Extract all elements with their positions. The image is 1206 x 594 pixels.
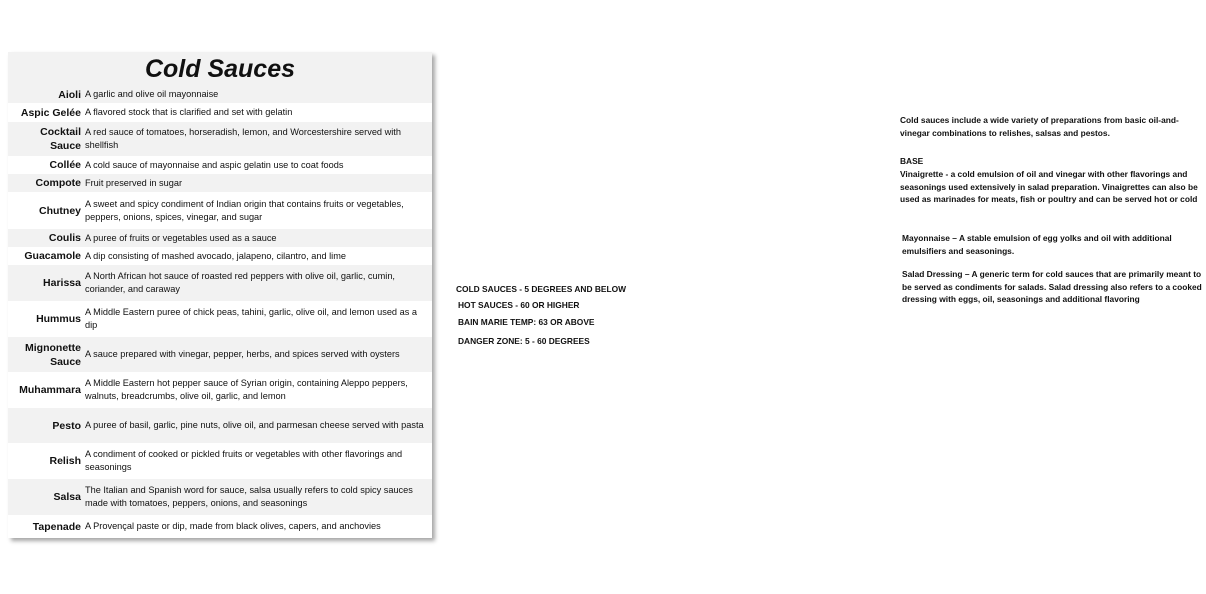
sauce-term: Coulis (48, 232, 81, 244)
sauce-term: Salsa (53, 491, 81, 503)
sauce-definition: A Provençal paste or dip, made from black olives, capers, and anchovies (85, 521, 381, 531)
sauce-term: Aioli (58, 88, 81, 101)
sauce-definition: A garlic and olive oil mayonnaise (85, 89, 219, 99)
table-row (8, 156, 432, 174)
table-row (8, 337, 432, 372)
sauce-definition: The Italian and Spanish word for sauce, salsa usually refers to cold spicy sauces made with tomatoes, peppers, onions, and seasonings (85, 485, 413, 508)
sauce-definition: A Middle Eastern puree of chick peas, tahini, garlic, olive oil, and lemon used as a dip (85, 307, 417, 330)
table-row (8, 229, 432, 247)
sauce-definition: A dip consisting of mashed avocado, jalapeno, cilantro, and lime (85, 250, 346, 261)
sauce-definition: A sweet and spicy condiment of Indian origin that contains fruits or vegetables, peppers, onions, spices, vinegar, and sugar (85, 198, 404, 222)
sauce-term: Guacamole (24, 250, 81, 262)
sauce-term: Tapenade (32, 520, 81, 533)
table-row (8, 479, 432, 515)
table-row (8, 372, 432, 408)
sauce-term: Aspic Gelée (20, 106, 81, 119)
salad-dressing-note: Salad Dressing – A generic term for cold sauces that are primarily meant to be served as condiments for salads. Salad dressing also refers to a cooked dressing with eggs, oil, seasonings and additional flavoring (902, 269, 1202, 304)
table-row (8, 103, 432, 122)
sauce-definition: A puree of fruits or vegetables used as a sauce (85, 232, 277, 243)
vinaigrette-note: Vinaigrette - a cold emulsion of oil and vinegar with other flavorings and seasonings used extensively in salad preparation. Vinaigrettes can also be used as marinades for meats, fish or poultry and can be served hot or cold (900, 169, 1198, 204)
sauce-definition: A North African hot sauce of roasted red peppers with olive oil, garlic, cumin, coriander, and caraway (85, 271, 395, 294)
temperature-item: BAIN MARIE TEMP: 63 OR ABOVE (458, 317, 595, 327)
table-row (8, 515, 432, 538)
table-row (8, 247, 432, 265)
sauce-definition: Fruit preserved in sugar (85, 177, 183, 188)
sauce-definition: A condiment of cooked or pickled fruits or vegetables with other flavorings and seasonings (85, 449, 403, 472)
sauce-term: Mignonette Sauce (25, 341, 81, 368)
temperature-item: DANGER ZONE: 5 - 60 DEGREES (458, 336, 590, 346)
cold-sauces-table (8, 52, 432, 538)
mayonnaise-note: Mayonnaise – A stable emulsion of egg yolks and oil with additional emulsifiers and seasonings. (902, 233, 1172, 256)
sauce-definition: A Middle Eastern hot pepper sauce of Syrian origin, containing Aleppo peppers, walnuts, breadcrumbs, olive oil, garlic, and lemon (85, 378, 408, 401)
sauce-definition: A cold sauce of mayonnaise and aspic gelatin use to coat foods (85, 159, 344, 170)
table-row (8, 192, 432, 229)
sauce-term: Muhammara (19, 384, 81, 396)
base-heading: BASE (900, 156, 924, 166)
table-title: Cold Sauces (8, 52, 432, 86)
table-row (8, 265, 432, 301)
intro-note: Cold sauces include a wide variety of preparations from basic oil-and-vinegar combinations to relishes, salsas and pestos. (900, 115, 1179, 138)
table-row (8, 122, 432, 156)
table-row (8, 301, 432, 337)
sauce-definition: A red sauce of tomatoes, horseradish, lemon, and Worcestershire served with shellfish (85, 127, 401, 150)
sauce-term: Collée (49, 159, 81, 171)
temperature-item: HOT SAUCES - 60 OR HIGHER (458, 300, 580, 310)
sauce-term: Relish (49, 455, 81, 467)
table-row (8, 86, 432, 103)
table-row (8, 408, 432, 443)
sauce-definition: A sauce prepared with vinegar, pepper, herbs, and spices served with oysters (85, 349, 400, 359)
sauce-term: Chutney (39, 204, 81, 217)
sauce-term: Cocktail Sauce (40, 126, 81, 152)
temperature-item: COLD SAUCES - 5 DEGREES AND BELOW (456, 284, 626, 294)
sauce-definition: A puree of basil, garlic, pine nuts, olive oil, and parmesan cheese served with pasta (85, 420, 424, 430)
sauce-term: Compote (35, 177, 81, 189)
table-row (8, 443, 432, 479)
sauce-definition: A flavored stock that is clarified and set with gelatin (85, 107, 293, 117)
sauce-term: Pesto (52, 419, 81, 432)
table-row (8, 174, 432, 192)
sauce-rows (8, 86, 432, 538)
sauce-term: Hummus (36, 313, 81, 325)
sauce-term: Harissa (43, 277, 81, 289)
